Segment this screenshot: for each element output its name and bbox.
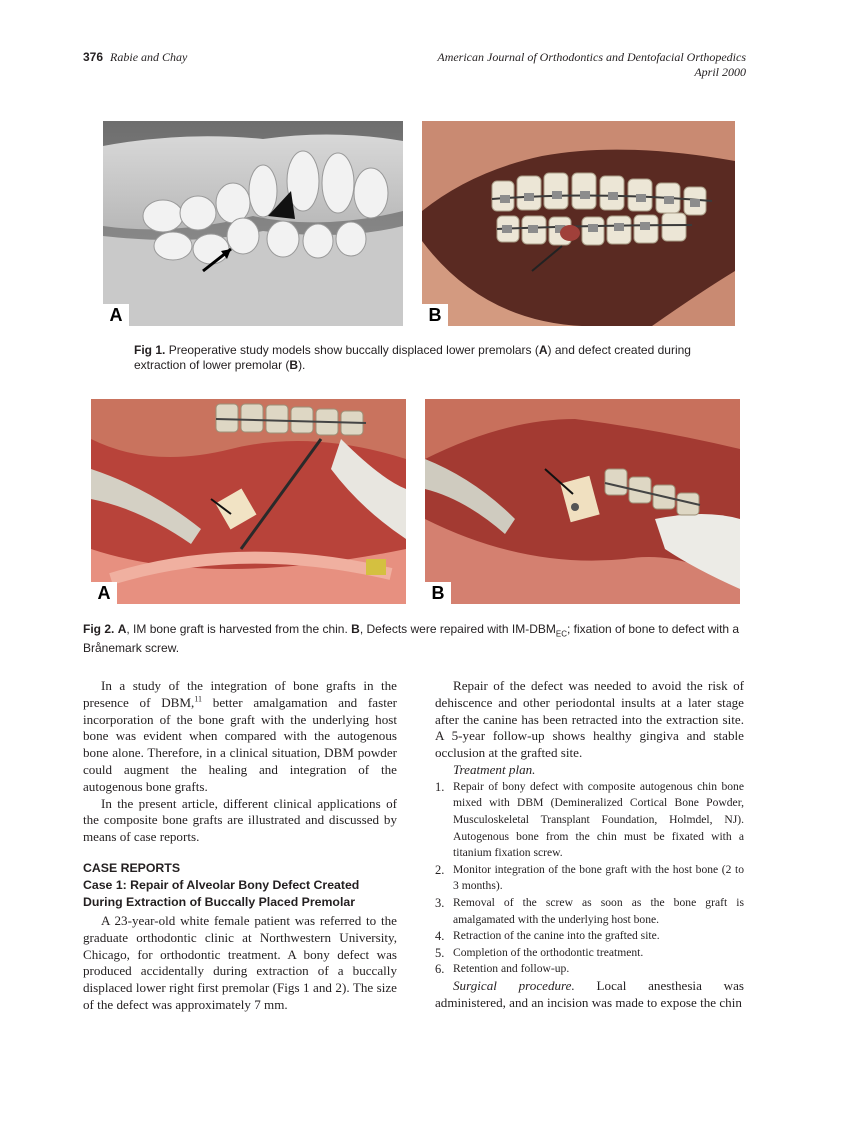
surgical-procedure-heading: Surgical procedure. <box>453 977 575 993</box>
fig1-panel-a-label: A <box>103 304 129 326</box>
fig1-caption-a: A <box>538 343 548 357</box>
list-item <box>435 945 744 962</box>
journal-name: American Journal of Orthodontics and Dentofacial Orthopedics <box>437 50 746 64</box>
running-authors: Rabie and Chay <box>110 50 188 64</box>
fig2-caption-label: Fig 2. <box>83 622 115 636</box>
list-item-number: 5. <box>435 945 445 960</box>
paragraph-present-article: In the present article, different clinical applications of the composite bone grafts are illustrated and discussed by means of case reports. <box>83 795 397 845</box>
fig2-caption-text-3: ; fixation of bone to defect with a Brånemark screw. <box>83 622 740 656</box>
paragraph-repair: Repair of the defect was needed to avoid the risk of dehiscence and other periodontal insults at a later stage after the canine has been retracted into the extraction site. A 5-year follow-up shows healthy gingiva and stable occlusion at the grafted site. <box>435 678 744 761</box>
paragraph-intro-text: In a study of the integration of bone grafts in the presence of DBM, <box>83 678 397 710</box>
fig1-panel-b-image <box>422 121 735 326</box>
case-heading: Case 1: Repair of Alveolar Bony Defect Created During Extraction of Buccally Placed Premolar <box>83 877 360 909</box>
list-item-number: 4. <box>435 929 445 944</box>
fig1-caption <box>134 343 714 373</box>
fig2-caption-text-2: , Defects were repaired with IM-DBM <box>359 622 556 636</box>
fig2-panel-a-label: A <box>91 582 117 604</box>
surgical-procedure-text: Local anesthesia was administered, and an incision was made to expose the chin <box>435 977 745 1010</box>
paragraph-intro-text-2: better amalgamation and faster incorporation of the bone graft with the underlying host bone was evident when compared with the autogenous bone alone. Therefore, in a clinical situation, DBM powder could augment the healing and integration of the autogenous bone grafts. <box>83 694 398 794</box>
fig2-caption-a: A <box>117 622 127 636</box>
list-item-text: Repair of bony defect with composite autogenous chin bone mixed with DBM (Demineralized Cortical Bone Powder, Musculoskeletal Transplant Foundation, Holmdel, NJ). Autogenous bone from the chin must be fixated with a titanium fixation screw. <box>453 779 744 860</box>
fig1-panel-b-label: B <box>422 304 448 326</box>
fig2-panel-a-image <box>91 399 406 604</box>
running-header-right <box>437 50 746 80</box>
list-item-text: Completion of the orthodontic treatment. <box>453 945 644 959</box>
running-header-left <box>83 50 187 65</box>
fig1-caption-label: Fig 1. <box>134 343 166 357</box>
list-item-number: 6. <box>435 962 445 977</box>
list-item-number: 1. <box>435 779 445 794</box>
citation-superscript: 11 <box>194 694 203 704</box>
list-item-number: 2. <box>435 862 445 877</box>
list-item-text: Monitor integration of the bone graft with the host bone (2 to 3 months). <box>453 862 744 893</box>
treatment-plan-heading: Treatment plan. <box>453 761 536 777</box>
fig1-caption-text-2: ) and defect created during extraction of lower premolar ( <box>134 343 691 372</box>
list-item <box>435 779 744 862</box>
fig2-caption <box>83 622 748 656</box>
section-heading: CASE REPORTS <box>83 860 181 875</box>
list-item-number: 3. <box>435 895 445 910</box>
list-item-text: Removal of the screw as soon as the bone graft is amalgamated with the underlying host bone. <box>453 895 744 926</box>
list-item <box>435 928 744 945</box>
treatment-plan-list <box>435 779 744 978</box>
fig1-caption-b: B <box>289 358 299 372</box>
page-number: 376 <box>83 50 104 64</box>
fig1-caption-text-3: ). <box>298 358 306 372</box>
fig2-caption-subscript: EC <box>555 629 567 639</box>
fig2-caption-b: B <box>351 622 360 636</box>
fig2-panel-b-image <box>425 399 740 604</box>
list-item <box>435 862 744 895</box>
right-column <box>435 678 744 1012</box>
fig1-caption-text: Preoperative study models show buccally displaced lower premolars ( <box>168 343 539 357</box>
list-item-text: Retraction of the canine into the grafted site. <box>453 929 660 943</box>
list-item <box>435 895 744 928</box>
paragraph-case-1: A 23-year-old white female patient was referred to the graduate orthodontic clinic at Northwestern University, Chicago, for orthodontic treatment. A bony defect was produced accidentally during extraction of a buccally displaced lower right first premolar (Figs 1 and 2). The size of the defect was approximately 7 mm. <box>83 912 397 1012</box>
list-item <box>435 961 744 978</box>
left-column <box>83 678 397 1014</box>
issue-date: April 2000 <box>694 65 746 79</box>
fig1-panel-a-image <box>103 121 403 326</box>
fig2-panel-b-label: B <box>425 582 451 604</box>
paragraph-surgical <box>435 978 744 1012</box>
paragraph-intro <box>83 678 397 796</box>
list-item-text: Retention and follow-up. <box>453 962 570 976</box>
fig2-caption-text-1: , IM bone graft is harvested from the chin. <box>126 622 348 636</box>
